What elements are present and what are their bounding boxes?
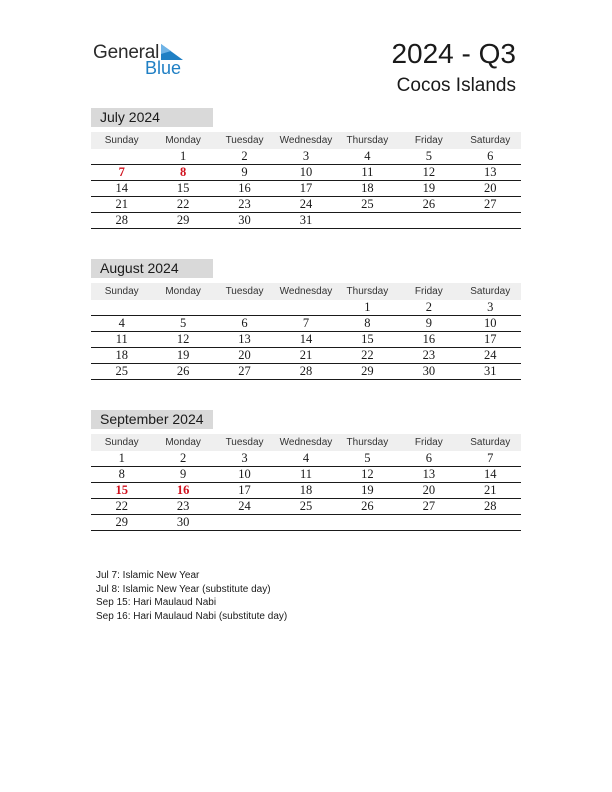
day-cell: 10 [483, 316, 497, 330]
day-cell: 6 [241, 316, 248, 330]
day-cell [91, 149, 152, 164]
day-cell: 22 [115, 499, 128, 513]
day-cell: 24 [299, 197, 313, 211]
day-cell: 5 [364, 451, 371, 465]
day-cell: 26 [361, 499, 374, 513]
day-cell: 5 [180, 316, 187, 330]
weekday-label: Saturday [470, 286, 511, 297]
week-row [91, 300, 521, 316]
day-cell: 1 [364, 300, 371, 314]
day-cell: 19 [176, 348, 190, 362]
day-cell: 29 [176, 213, 190, 227]
day-cell: 9 [425, 316, 432, 330]
weekday-label: Monday [165, 286, 201, 297]
month-july [91, 108, 521, 229]
day-cell: 2 [425, 300, 432, 314]
week-row [91, 467, 521, 483]
weekday-label: Friday [414, 286, 443, 297]
holiday-note: Sep 16: Hari Maulaud Nabi (substitute day) [96, 610, 288, 622]
week-row [91, 451, 521, 467]
day-cell: 29 [361, 364, 374, 378]
day-cell: 9 [241, 165, 248, 179]
day-cell: 4 [302, 451, 310, 465]
day-cell: 2 [241, 149, 248, 163]
day-cell: 24 [483, 348, 497, 362]
page-title: 2024 - Q3 [391, 38, 516, 69]
day-cell: 25 [299, 499, 313, 513]
day-cell: 4 [118, 316, 125, 330]
week-row [91, 364, 521, 380]
week-row [91, 197, 521, 213]
day-cell: 15 [361, 332, 374, 346]
day-cell [398, 213, 459, 228]
day-cell: 13 [422, 467, 436, 481]
holiday-day-cell: 16 [176, 483, 190, 497]
day-cell: 3 [241, 451, 248, 465]
month-label: August 2024 [91, 259, 213, 278]
day-cell: 30 [422, 364, 436, 378]
day-cell: 23 [238, 197, 251, 211]
day-cell: 18 [299, 483, 313, 497]
weekday-label: Tuesday [225, 437, 264, 448]
week-row [91, 181, 521, 197]
week-row [91, 213, 521, 229]
weekday-label: Saturday [470, 437, 511, 448]
day-cell: 10 [238, 467, 251, 481]
page-subtitle: Cocos Islands [396, 75, 516, 96]
holiday-day-cell: 15 [115, 483, 128, 497]
day-cell [275, 300, 336, 315]
day-cell: 11 [299, 467, 312, 481]
week-row [91, 165, 521, 181]
logo [93, 40, 193, 80]
week-row [91, 499, 521, 515]
month-august [91, 259, 521, 380]
day-cell: 26 [422, 197, 436, 211]
holiday-notes [96, 569, 287, 623]
day-cell: 28 [483, 499, 497, 513]
day-cell: 14 [299, 332, 313, 346]
day-cell: 12 [176, 332, 190, 346]
day-cell: 14 [115, 181, 128, 195]
weekday-label: Friday [414, 437, 443, 448]
day-cell: 16 [238, 181, 251, 195]
weekday-header-row [91, 132, 521, 149]
logo-text-blue: Blue [145, 58, 182, 78]
day-cell: 19 [361, 483, 374, 497]
weekday-label: Wednesday [279, 437, 333, 448]
day-cell [152, 300, 213, 315]
month-label: September 2024 [91, 410, 213, 429]
day-cell: 15 [176, 181, 190, 195]
holiday-note: Jul 7: Islamic New Year [96, 570, 200, 581]
day-cell: 28 [299, 364, 313, 378]
day-cell [275, 515, 336, 530]
day-cell: 19 [422, 181, 436, 195]
weekday-label: Monday [165, 437, 201, 448]
day-cell [460, 213, 521, 228]
month-september [91, 410, 521, 531]
week-row [91, 515, 521, 531]
weekday-label: Thursday [346, 286, 389, 297]
holiday-note: Sep 15: Hari Maulaud Nabi [96, 597, 217, 609]
day-cell [337, 213, 398, 228]
day-cell: 29 [115, 515, 128, 529]
day-cell [460, 515, 521, 530]
weekday-label: Sunday [104, 135, 139, 146]
day-cell: 18 [361, 181, 374, 195]
holiday-note: Jul 8: Islamic New Year (substitute day) [96, 583, 271, 595]
day-cell: 6 [487, 149, 494, 163]
day-cell: 24 [238, 499, 251, 513]
holiday-day-cell: 8 [180, 165, 187, 179]
day-cell: 23 [422, 348, 436, 362]
week-row [91, 316, 521, 332]
day-cell [398, 515, 459, 530]
day-cell: 22 [176, 197, 190, 211]
weekday-label: Tuesday [225, 135, 264, 146]
weekday-header-row [91, 283, 521, 300]
day-cell: 31 [483, 364, 497, 378]
logo-text-general: General [93, 42, 160, 63]
weekday-label: Saturday [470, 135, 511, 146]
week-row [91, 348, 521, 364]
day-cell: 20 [238, 348, 251, 362]
day-cell: 6 [425, 451, 432, 465]
weekday-header-row [91, 434, 521, 451]
day-cell: 2 [180, 451, 187, 465]
day-cell: 1 [180, 149, 187, 163]
day-cell: 13 [483, 165, 497, 179]
day-cell: 17 [299, 181, 313, 195]
day-cell: 25 [115, 364, 128, 378]
week-row [91, 483, 521, 499]
weekday-label: Friday [414, 135, 443, 146]
day-cell: 4 [364, 149, 371, 163]
month-label: July 2024 [91, 108, 213, 127]
day-cell: 7 [302, 316, 310, 330]
day-cell: 18 [115, 348, 128, 362]
day-cell: 5 [425, 149, 432, 163]
day-cell [214, 515, 275, 530]
day-cell: 27 [238, 364, 251, 378]
day-cell: 27 [483, 197, 497, 211]
day-cell: 11 [361, 165, 374, 179]
day-cell: 7 [487, 451, 494, 465]
day-cell: 30 [176, 515, 190, 529]
day-cell [214, 300, 275, 315]
day-cell [91, 300, 152, 315]
day-cell: 3 [302, 149, 310, 163]
week-row [91, 332, 521, 348]
day-cell: 20 [422, 483, 436, 497]
day-cell: 14 [483, 467, 497, 481]
weekday-label: Thursday [346, 437, 389, 448]
week-row [91, 149, 521, 165]
day-cell: 11 [115, 332, 128, 346]
day-cell: 3 [487, 300, 494, 314]
weekday-label: Sunday [104, 437, 139, 448]
day-cell: 31 [299, 213, 313, 227]
day-cell: 21 [115, 197, 128, 211]
weekday-label: Monday [165, 135, 201, 146]
day-cell: 20 [483, 181, 497, 195]
day-cell: 22 [361, 348, 374, 362]
weekday-label: Thursday [346, 135, 389, 146]
day-cell [337, 515, 398, 530]
day-cell: 25 [361, 197, 374, 211]
holiday-day-cell: 7 [118, 165, 125, 179]
day-cell: 21 [299, 348, 313, 362]
day-cell: 1 [118, 451, 125, 465]
day-cell: 27 [422, 499, 436, 513]
day-cell: 8 [364, 316, 371, 330]
day-cell: 12 [422, 165, 436, 179]
day-cell: 26 [176, 364, 190, 378]
day-cell: 28 [115, 213, 128, 227]
day-cell: 13 [238, 332, 251, 346]
day-cell: 30 [238, 213, 251, 227]
weekday-label: Sunday [104, 286, 139, 297]
day-cell: 12 [361, 467, 374, 481]
day-cell: 16 [422, 332, 436, 346]
weekday-label: Wednesday [279, 286, 333, 297]
day-cell: 9 [180, 467, 187, 481]
weekday-label: Tuesday [225, 286, 264, 297]
weekday-label: Wednesday [279, 135, 333, 146]
day-cell: 23 [176, 499, 190, 513]
day-cell: 8 [118, 467, 125, 481]
day-cell: 21 [483, 483, 497, 497]
day-cell: 10 [299, 165, 313, 179]
day-cell: 17 [238, 483, 251, 497]
day-cell: 17 [483, 332, 497, 346]
